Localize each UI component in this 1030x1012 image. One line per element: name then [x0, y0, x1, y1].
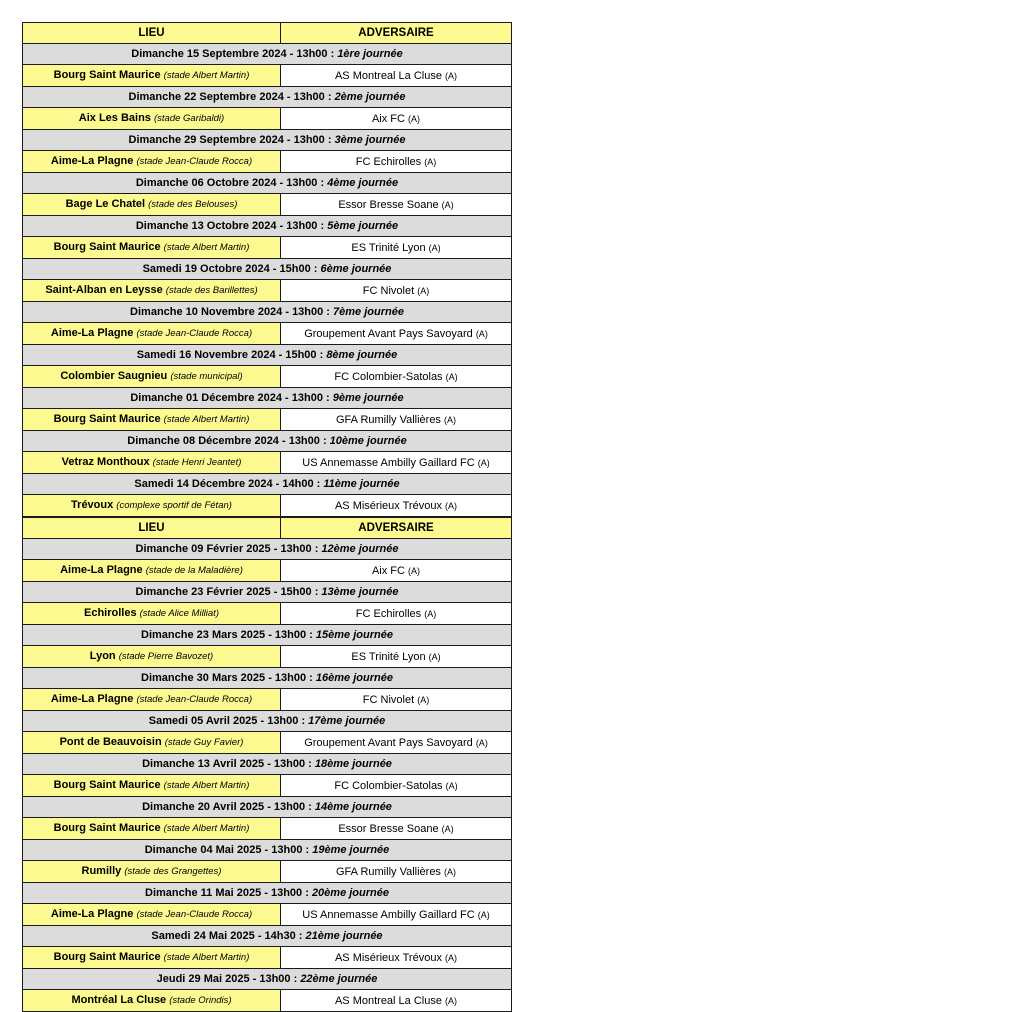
match-adversaire	[281, 732, 512, 754]
adversaire-name: Essor Bresse Soane	[338, 822, 439, 835]
adversaire-tag: (A)	[477, 457, 490, 468]
adversaire-name: ES Trinité Lyon	[351, 241, 426, 254]
match-journee: 13ème journée	[321, 586, 399, 598]
match-date	[23, 173, 512, 194]
adversaire-name: FC Echirolles	[355, 155, 422, 168]
adversaire-tag: (A)	[444, 414, 456, 425]
stade-name: (stade Jean-Claude Rocca)	[136, 909, 253, 920]
lieu-name: Aime-La Plagne	[50, 327, 134, 339]
lieu-name: Bourg Saint Maurice	[53, 413, 161, 425]
match-lieu	[23, 366, 281, 388]
match-date-text: Dimanche 06 Octobre 2024 - 13h00 :	[135, 177, 328, 189]
match-adversaire	[281, 947, 512, 969]
match-row	[23, 775, 512, 797]
match-date	[23, 711, 512, 732]
match-row	[23, 452, 512, 474]
match-journee: 12ème journée	[321, 543, 399, 555]
match-adversaire	[281, 603, 512, 625]
adversaire-tag: (A)	[475, 328, 488, 339]
match-date	[23, 130, 512, 151]
stade-name: (stade Orindis)	[169, 995, 232, 1006]
match-date-text: Samedi 24 Mai 2025 - 14h30 :	[151, 930, 306, 942]
match-journee: 14ème journée	[314, 801, 392, 813]
stade-name: (stade municipal)	[170, 371, 243, 382]
lieu-name: Rumilly	[81, 865, 122, 877]
match-lieu	[23, 65, 281, 87]
match-lieu	[23, 409, 281, 431]
adversaire-name: FC Nivolet	[362, 693, 415, 706]
match-adversaire	[281, 108, 512, 130]
match-adversaire	[281, 194, 512, 216]
match-date-text: Dimanche 15 Septembre 2024 - 13h00 :	[131, 48, 338, 60]
adversaire-tag: (A)	[445, 70, 458, 81]
match-lieu	[23, 194, 281, 216]
match-adversaire	[281, 452, 512, 474]
match-date	[23, 345, 512, 366]
schedule-table-right	[22, 517, 512, 1012]
match-journee: 9ème journée	[332, 392, 404, 404]
match-date-text: Dimanche 01 Décembre 2024 - 13h00 :	[130, 392, 333, 404]
lieu-name: Bourg Saint Maurice	[53, 241, 161, 253]
match-adversaire	[281, 495, 512, 517]
stade-name: (stade de la Maladière)	[145, 565, 243, 576]
match-date-text: Jeudi 29 Mai 2025 - 13h00 :	[156, 973, 301, 985]
match-date-text: Dimanche 13 Avril 2025 - 13h00 :	[142, 758, 315, 770]
match-lieu	[23, 495, 281, 517]
stade-name: (stade Jean-Claude Rocca)	[136, 328, 253, 339]
match-journee: 2ème journée	[334, 91, 406, 103]
match-row	[23, 818, 512, 840]
match-row	[23, 409, 512, 431]
adversaire-tag: (A)	[417, 285, 430, 296]
match-date-row	[23, 431, 512, 452]
match-date-text: Dimanche 29 Septembre 2024 - 13h00 :	[128, 134, 335, 146]
match-date	[23, 431, 512, 452]
lieu-name: Bage Le Chatel	[65, 198, 146, 210]
lieu-name: Vetraz Monthoux	[61, 456, 150, 468]
match-journee: 1ère journée	[337, 48, 403, 60]
match-date	[23, 582, 512, 603]
match-row	[23, 603, 512, 625]
adversaire-tag: (A)	[445, 995, 458, 1006]
match-adversaire	[281, 151, 512, 173]
match-journee: 7ème journée	[333, 306, 404, 318]
lieu-name: Echirolles	[83, 607, 137, 619]
match-date-row	[23, 302, 512, 323]
match-adversaire	[281, 323, 512, 345]
match-journee: 6ème journée	[320, 263, 392, 275]
stade-name: (stade des Barillettes)	[165, 285, 258, 296]
match-date-text: Dimanche 04 Mai 2025 - 13h00 :	[144, 844, 313, 856]
match-lieu	[23, 151, 281, 173]
lieu-name: Aime-La Plagne	[50, 908, 134, 920]
lieu-name: Bourg Saint Maurice	[53, 822, 161, 834]
adversaire-tag: (A)	[445, 500, 458, 511]
match-row	[23, 280, 512, 302]
match-date-row	[23, 173, 512, 194]
header-adversaire: ADVERSAIRE	[281, 518, 512, 539]
stade-name: (stade Albert Martin)	[163, 952, 250, 963]
match-adversaire	[281, 65, 512, 87]
lieu-name: Aix Les Bains	[78, 112, 151, 124]
match-row	[23, 861, 512, 883]
match-journee: 4ème journée	[327, 177, 399, 189]
stade-name: (stade Guy Favier)	[164, 737, 244, 748]
match-date-row	[23, 87, 512, 108]
match-row	[23, 323, 512, 345]
match-row	[23, 495, 512, 517]
match-date	[23, 668, 512, 689]
adversaire-name: FC Colombier-Satolas	[334, 370, 443, 383]
match-journee: 11ème journée	[323, 478, 400, 490]
adversaire-tag: (A)	[408, 565, 421, 576]
adversaire-tag: (A)	[428, 651, 441, 662]
match-journee: 5ème journée	[327, 220, 399, 232]
stade-name: (stade Albert Martin)	[163, 414, 250, 425]
match-date-row	[23, 754, 512, 775]
match-date-text: Dimanche 08 Décembre 2024 - 13h00 :	[127, 435, 330, 447]
match-date-text: Dimanche 23 Mars 2025 - 13h00 :	[141, 629, 316, 641]
schedule	[22, 22, 1000, 1012]
stade-name: (stade des Belouses)	[148, 199, 238, 210]
lieu-name: Bourg Saint Maurice	[53, 69, 161, 81]
match-adversaire	[281, 366, 512, 388]
adversaire-name: US Annemasse Ambilly Gaillard FC	[302, 908, 475, 921]
adversaire-tag: (A)	[477, 909, 490, 920]
header-lieu: LIEU	[23, 23, 281, 44]
adversaire-name: Groupement Avant Pays Savoyard	[304, 327, 473, 340]
match-date	[23, 625, 512, 646]
lieu-name: Colombier Saugnieu	[60, 370, 168, 382]
match-adversaire	[281, 861, 512, 883]
match-date-row	[23, 216, 512, 237]
match-date-row	[23, 539, 512, 560]
match-journee: 3ème journée	[334, 134, 406, 146]
stade-name: (stade Albert Martin)	[163, 70, 250, 81]
adversaire-name: AS Montreal La Cluse	[334, 994, 442, 1007]
match-row	[23, 689, 512, 711]
match-date	[23, 969, 512, 990]
match-date	[23, 754, 512, 775]
match-adversaire	[281, 904, 512, 926]
match-lieu	[23, 990, 281, 1012]
match-lieu	[23, 818, 281, 840]
match-date	[23, 302, 512, 323]
adversaire-tag: (A)	[445, 371, 458, 382]
match-date-row	[23, 926, 512, 947]
stade-name: (stade Albert Martin)	[163, 780, 250, 791]
match-lieu	[23, 452, 281, 474]
adversaire-tag: (A)	[428, 242, 441, 253]
adversaire-tag: (A)	[424, 156, 437, 167]
match-journee: 15ème journée	[315, 629, 393, 641]
match-lieu	[23, 280, 281, 302]
adversaire-name: Aix FC	[371, 112, 405, 125]
lieu-name: Aime-La Plagne	[50, 155, 134, 167]
match-date	[23, 44, 512, 65]
adversaire-name: US Annemasse Ambilly Gaillard FC	[302, 456, 475, 469]
match-adversaire	[281, 409, 512, 431]
adversaire-tag: (A)	[441, 823, 454, 834]
match-adversaire	[281, 280, 512, 302]
match-journee: 21ème journée	[305, 930, 383, 942]
match-date-row	[23, 711, 512, 732]
header-lieu: LIEU	[23, 518, 281, 539]
stade-name: (complexe sportif de Fétan)	[116, 500, 232, 511]
match-date	[23, 259, 512, 280]
schedule-table-left	[22, 22, 512, 517]
match-date	[23, 87, 512, 108]
match-journee: 16ème journée	[315, 672, 393, 684]
adversaire-name: AS Misérieux Trévoux	[334, 499, 442, 512]
adversaire-tag: (A)	[424, 608, 437, 619]
match-date	[23, 926, 512, 947]
adversaire-tag: (A)	[445, 952, 458, 963]
match-date-text: Dimanche 22 Septembre 2024 - 13h00 :	[128, 91, 335, 103]
adversaire-tag: (A)	[417, 694, 430, 705]
adversaire-name: FC Nivolet	[362, 284, 415, 297]
match-journee: 18ème journée	[314, 758, 392, 770]
match-date-text: Dimanche 30 Mars 2025 - 13h00 :	[141, 672, 316, 684]
match-date-row	[23, 44, 512, 65]
match-date-row	[23, 474, 512, 495]
adversaire-name: ES Trinité Lyon	[351, 650, 426, 663]
match-row	[23, 151, 512, 173]
match-lieu	[23, 560, 281, 582]
match-date-row	[23, 840, 512, 861]
stade-name: (stade Albert Martin)	[163, 823, 250, 834]
match-lieu	[23, 775, 281, 797]
adversaire-tag: (A)	[445, 780, 458, 791]
lieu-name: Bourg Saint Maurice	[53, 779, 161, 791]
match-date-row	[23, 345, 512, 366]
adversaire-name: AS Montreal La Cluse	[334, 69, 442, 82]
match-lieu	[23, 646, 281, 668]
adversaire-tag: (A)	[408, 113, 421, 124]
lieu-name: Pont de Beauvoisin	[59, 736, 162, 748]
stade-name: (stade des Grangettes)	[124, 866, 222, 877]
match-lieu	[23, 732, 281, 754]
match-row	[23, 990, 512, 1012]
match-date-text: Dimanche 10 Novembre 2024 - 13h00 :	[130, 306, 334, 318]
stade-name: (stade Pierre Bavozet)	[118, 651, 214, 662]
match-lieu	[23, 947, 281, 969]
match-date	[23, 883, 512, 904]
header-adversaire: ADVERSAIRE	[281, 23, 512, 44]
stade-name: (stade Jean-Claude Rocca)	[136, 156, 253, 167]
stade-name: (stade Albert Martin)	[163, 242, 250, 253]
match-row	[23, 65, 512, 87]
match-row	[23, 194, 512, 216]
adversaire-name: Groupement Avant Pays Savoyard	[304, 736, 473, 749]
match-row	[23, 646, 512, 668]
match-date	[23, 539, 512, 560]
match-date	[23, 840, 512, 861]
match-adversaire	[281, 646, 512, 668]
match-date-row	[23, 130, 512, 151]
match-date-row	[23, 388, 512, 409]
match-date-row	[23, 883, 512, 904]
match-adversaire	[281, 560, 512, 582]
adversaire-name: GFA Rumilly Vallières	[336, 865, 441, 878]
header-row	[23, 518, 512, 539]
match-date-row	[23, 582, 512, 603]
match-date-text: Dimanche 13 Octobre 2024 - 13h00 :	[135, 220, 328, 232]
adversaire-name: Essor Bresse Soane	[338, 198, 439, 211]
match-adversaire	[281, 237, 512, 259]
adversaire-name: FC Colombier-Satolas	[334, 779, 443, 792]
match-row	[23, 904, 512, 926]
adversaire-name: GFA Rumilly Vallières	[336, 413, 441, 426]
match-lieu	[23, 237, 281, 259]
match-row	[23, 947, 512, 969]
match-row	[23, 560, 512, 582]
match-adversaire	[281, 990, 512, 1012]
match-date-row	[23, 259, 512, 280]
stade-name: (stade Garibaldi)	[153, 113, 225, 124]
match-date-text: Dimanche 23 Février 2025 - 15h00 :	[135, 586, 322, 598]
match-date	[23, 797, 512, 818]
match-date-text: Samedi 16 Novembre 2024 - 15h00 :	[136, 349, 327, 361]
adversaire-name: AS Misérieux Trévoux	[334, 951, 442, 964]
match-date	[23, 216, 512, 237]
match-row	[23, 366, 512, 388]
match-lieu	[23, 689, 281, 711]
adversaire-tag: (A)	[444, 866, 456, 877]
stade-name: (stade Alice Milliat)	[139, 608, 219, 619]
match-date-text: Samedi 05 Avril 2025 - 13h00 :	[148, 715, 309, 727]
match-journee: 22ème journée	[300, 973, 378, 985]
header-row	[23, 23, 512, 44]
match-lieu	[23, 603, 281, 625]
match-row	[23, 237, 512, 259]
lieu-name: Aime-La Plagne	[60, 564, 143, 576]
match-date-text: Samedi 19 Octobre 2024 - 15h00 :	[142, 263, 321, 275]
match-date-text: Dimanche 11 Mai 2025 - 13h00 :	[145, 887, 312, 899]
adversaire-tag: (A)	[475, 737, 488, 748]
match-date-row	[23, 969, 512, 990]
lieu-name: Lyon	[89, 650, 116, 662]
match-row	[23, 108, 512, 130]
lieu-name: Bourg Saint Maurice	[53, 951, 161, 963]
lieu-name: Aime-La Plagne	[50, 693, 134, 705]
match-date-row	[23, 797, 512, 818]
stade-name: (stade Jean-Claude Rocca)	[136, 694, 253, 705]
match-lieu	[23, 323, 281, 345]
match-date-text: Dimanche 09 Février 2025 - 13h00 :	[135, 543, 322, 555]
match-date	[23, 474, 512, 495]
match-journee: 10ème journée	[329, 435, 407, 447]
match-date-row	[23, 668, 512, 689]
lieu-name: Trévoux	[71, 499, 114, 511]
adversaire-name: FC Echirolles	[355, 607, 422, 620]
match-journee: 17ème journée	[308, 715, 386, 727]
adversaire-tag: (A)	[441, 199, 454, 210]
match-lieu	[23, 861, 281, 883]
match-date	[23, 388, 512, 409]
match-date-text: Dimanche 20 Avril 2025 - 13h00 :	[142, 801, 315, 813]
adversaire-name: Aix FC	[371, 564, 405, 577]
lieu-name: Saint-Alban en Leysse	[45, 284, 163, 296]
match-journee: 19ème journée	[312, 844, 390, 856]
match-date-text: Samedi 14 Décembre 2024 - 14h00 :	[134, 478, 324, 490]
match-date-row	[23, 625, 512, 646]
match-journee: 8ème journée	[326, 349, 398, 361]
match-journee: 20ème journée	[311, 887, 389, 899]
match-lieu	[23, 108, 281, 130]
lieu-name: Montréal La Cluse	[71, 994, 167, 1006]
match-adversaire	[281, 775, 512, 797]
match-lieu	[23, 904, 281, 926]
match-row	[23, 732, 512, 754]
match-adversaire	[281, 689, 512, 711]
stade-name: (stade Henri Jeantet)	[152, 457, 242, 468]
match-adversaire	[281, 818, 512, 840]
